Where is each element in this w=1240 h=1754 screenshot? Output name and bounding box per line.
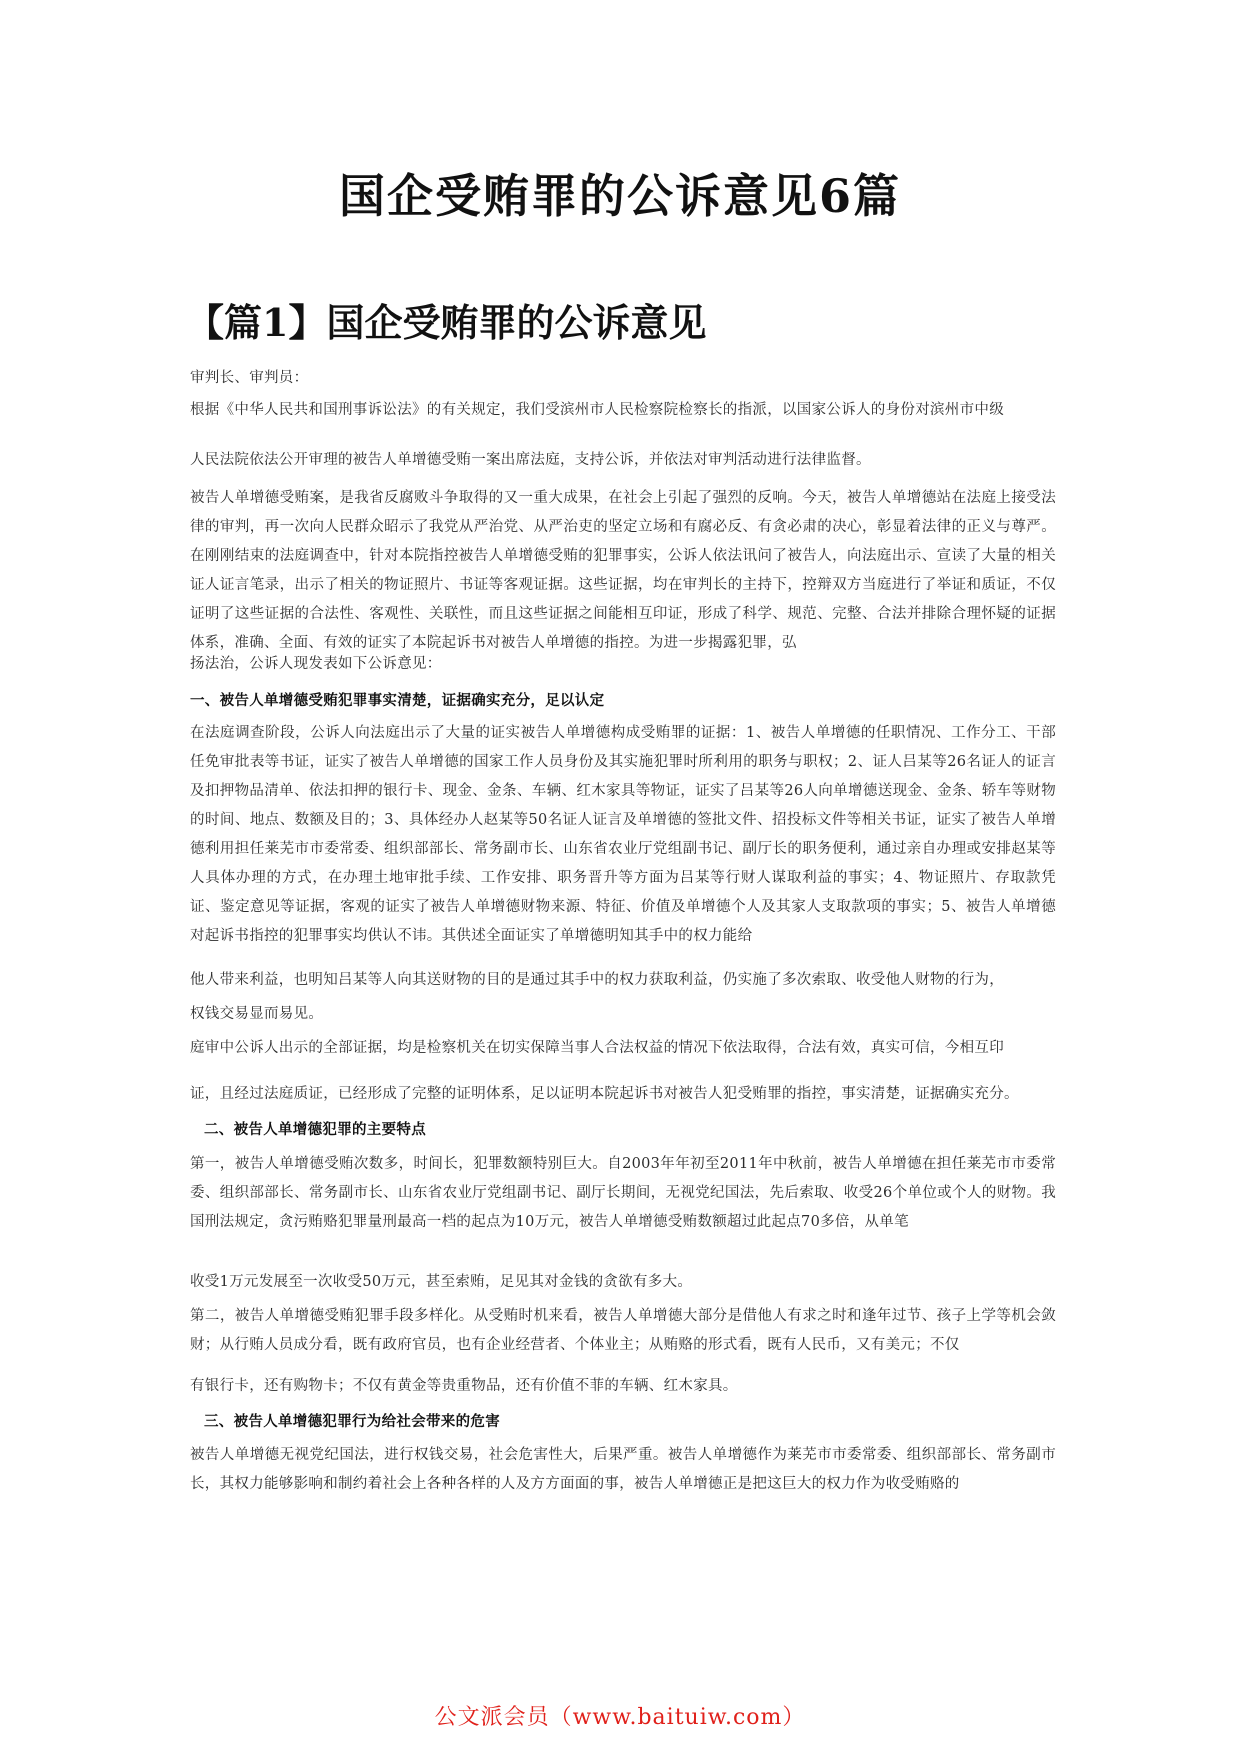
paragraph: 被告人单增德受贿案，是我省反腐败斗争取得的又一重大成果，在社会上引起了强烈的反响。今天，被告人单增德站在法庭上接受法律的审判，再一次向人民群众昭示了我党从严治党、从严治吏的坚定立场和有腐必反、有贪必肃的决心，彰显着法律的正义与尊严。在刚刚结束的法庭调查中，针对本院指控被告人单增德受贿的犯罪事实，公诉人依法讯问了被告人，向法庭出示、宣读了大量的相关证人证言笔录，出示了相关的物证照片、书证等客观证据。这些证据，均在审判长的主持下，控辩双方当庭进行了举证和质证，不仅证明了这些证据的合法性、客观性、关联性，而且这些证据之间能相互印证，形成了科学、规范、完整、合法并排除合理怀疑的证据体系，准确、全面、有效的证实了本院起诉书对被告人单增德的指控。为进一步揭露犯罪，弘 [190,490,1056,651]
subheading-2: 二、被告人单增德犯罪的主要特点 [204,1121,426,1138]
subheading-1: 一、被告人单增德受贿犯罪事实清楚，证据确实充分，足以认定 [190,692,605,709]
paragraph: 人民法院依法公开审理的被告人单增德受贿一案出席法庭，支持公诉，并依法对审判活动进行法律监督。 [190,452,871,468]
section-heading: 【篇1】国企受贿罪的公诉意见 [186,300,707,345]
paragraph: 权钱交易显而易见。 [190,1006,324,1022]
paragraph: 被告人单增德无视党纪国法，进行权钱交易，社会危害性大，后果严重。被告人单增德作为莱芜市市委常委、组织部部长、常务副市长，其权力能够影响和制约着社会上各种各样的人及方方面面的事，被告人单增德正是把这巨大的权力作为收受贿赂的 [190,1447,1056,1492]
paragraph: 有银行卡，还有购物卡；不仅有黄金等贵重物品，还有价值不菲的车辆、红木家具。 [190,1378,738,1394]
paragraph: 庭审中公诉人出示的全部证据，均是检察机关在切实保障当事人合法权益的情况下依法取得，合法有效，真实可信，今相互印 [190,1040,1004,1056]
paragraph: 证，且经过法庭质证，已经形成了完整的证明体系，足以证明本院起诉书对被告人犯受贿罪的指控，事实清楚，证据确实充分。 [190,1086,1019,1102]
paragraph: 收受1万元发展至一次收受50万元，甚至索贿，足见其对金钱的贪欲有多大。 [190,1274,693,1290]
paragraph: 他人带来利益，也明知吕某等人向其送财物的目的是通过其手中的权力获取利益，仍实施了多次索取、收受他人财物的行为， [190,972,1004,988]
salutation: 审判长、审判员： [190,370,309,386]
paragraph: 根据《中华人民共和国刑事诉讼法》的有关规定，我们受滨州市人民检察院检察长的指派，以国家公诉人的身份对滨州市中级 [190,402,1004,418]
paragraph: 扬法治，公诉人现发表如下公诉意见： [190,656,442,672]
document-title: 国企受贿罪的公诉意见6篇 [338,169,901,223]
paragraph: 第二，被告人单增德受贿犯罪手段多样化。从受贿时机来看，被告人单增德大部分是借他人有求之时和逢年过节、孩子上学等机会敛财；从行贿人员成分看，既有政府官员，也有企业经营者、个体业主；从贿赂的形式看，既有人民币，又有美元；不仅 [190,1308,1056,1353]
paragraph: 第一，被告人单增德受贿次数多，时间长，犯罪数额特别巨大。自2003年年初至2011年中秋前，被告人单增德在担任莱芜市市委常委、组织部部长、常务副市长、山东省农业厅党组副书记、副厅长期间，无视党纪国法，先后索取、收受26个单位或个人的财物。我国刑法规定，贪污贿赂犯罪量刑最高一档的起点为10万元，被告人单增德受贿数额超过此起点70多倍，从单笔 [190,1156,1056,1230]
subheading-3: 三、被告人单增德犯罪行为给社会带来的危害 [204,1413,500,1430]
footer-watermark: 公文派会员（www.baituiw.com） [434,1705,806,1730]
paragraph: 在法庭调查阶段，公诉人向法庭出示了大量的证实被告人单增德构成受贿罪的证据：1、被告人单增德的任职情况、工作分工、干部任免审批表等书证，证实了被告人单增德的国家工作人员身份及其实施犯罪时所利用的职务与职权；2、证人吕某等26名证人的证言及扣押物品清单、依法扣押的银行卡、现金、金条、车辆、红木家具等物证，证实了吕某等26人向单增德送现金、金条、轿车等财物的时间、地点、数额及目的；3、具体经办人赵某等50名证人证言及单增德的签批文件、招投标文件等相关书证，证实了被告人单增德利用担任莱芜市市委常委、组织部部长、常务副市长、山东省农业厅党组副书记、副厅长的职务便利，通过亲自办理或安排赵某等人具体办理的方式，在办理土地审批手续、工作安排、职务晋升等方面为吕某等行财人谋取利益的事实；4、物证照片、存取款凭证、鉴定意见等证据，客观的证实了被告人单增德财物来源、特征、价值及单增德个人及其家人支取款项的事实；5、被告人单增德对起诉书指控的犯罪事实均供认不讳。其供述全面证实了单增德明知其手中的权力能给 [190,725,1056,944]
